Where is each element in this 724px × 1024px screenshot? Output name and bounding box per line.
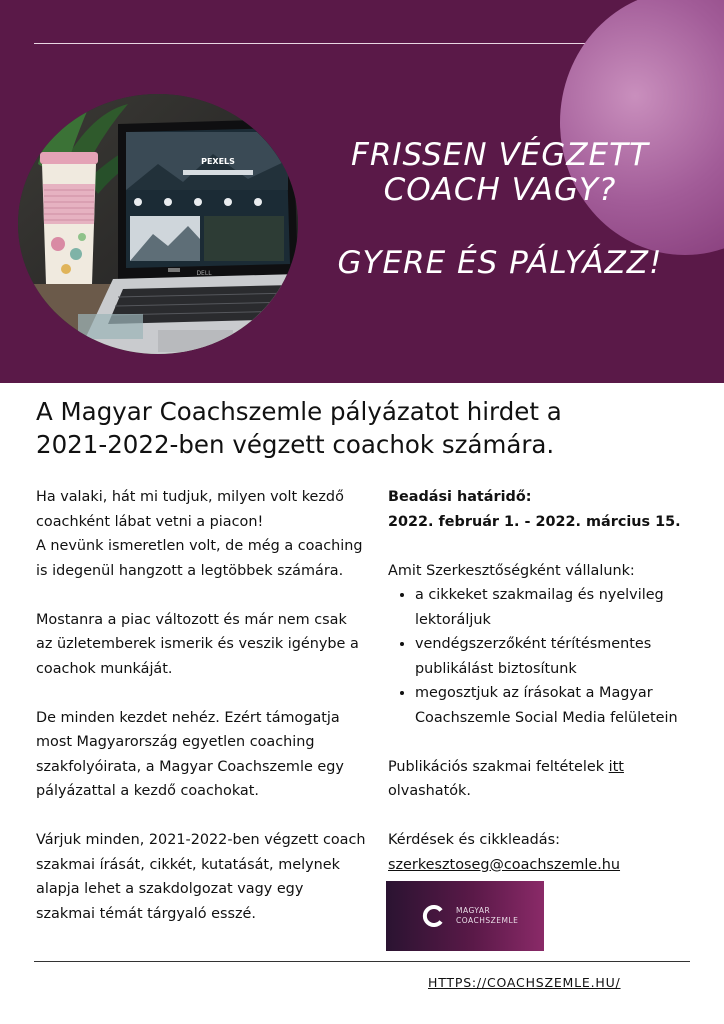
commitments-intro: Amit Szerkesztőségként vállalunk: [388, 562, 635, 579]
logo-wordmark [456, 906, 518, 926]
terms-link[interactable]: itt [608, 758, 624, 775]
intro-paragraph-4: Várjuk minden, 2021-2022-ben végzett coach szakmai írását, cikkét, kutatását, melynek alapja lehet a szakdolgozat vagy egy szakmai témát tárgyaló esszé. [36, 832, 366, 922]
list-item: • megosztjuk az írásokat a Magyar Coachszemle Social Media felületein [415, 681, 708, 730]
dell-logo: DELL [196, 270, 212, 277]
terms-prefix: Publikációs szakmai feltételek [388, 758, 609, 775]
contact-email-link[interactable]: szerkesztoseg@coachszemle.hu [388, 856, 621, 873]
coachszemle-logo [386, 881, 544, 951]
hero-line-1: FRISSEN VÉGZETT [351, 137, 649, 173]
intro-paragraph-2: Mostanra a piac változott és már nem csak az üzletemberek ismerik és veszik igénybe a coachok munkáját. [36, 611, 359, 677]
logo-line-1: MAGYAR [456, 906, 491, 915]
pexels-text: PEXELS [201, 157, 235, 166]
coffee-cup [40, 152, 98, 284]
details-column [388, 485, 708, 877]
terms-suffix: olvashatók. [388, 783, 471, 799]
intro-sentence-1: Ha valaki, hát mi tudjuk, milyen volt kezdő coachként lábat vetni a piacon! [36, 489, 344, 530]
website-link[interactable]: HTTPS://COACHSZEMLE.HU/ [428, 975, 621, 990]
contact-label: Kérdések és cikkleadás: [388, 832, 560, 848]
page-title [36, 395, 696, 461]
deadline-label: Beadási határidő: [388, 489, 532, 505]
commitments-list [388, 583, 708, 730]
c-logo-icon [422, 904, 446, 928]
intro-paragraph-1 [36, 485, 366, 583]
hero-line-2: COACH VAGY? [383, 172, 617, 208]
deadline-dates: 2022. február 1. - 2022. március 15. [388, 513, 681, 530]
list-item: • vendégszerzőként térítésmentes publikálást biztosítunk [415, 632, 708, 681]
terms-text [388, 755, 708, 780]
hero-call-to-action: GYERE ÉS PÁLYÁZZ! [337, 245, 663, 281]
intro-paragraph-3: De minden kezdet nehéz. Ezért támogatja most Magyarország egyetlen coaching szakfolyóirata, a Magyar Coachszemle egy pályázattal a kezdő coachokat. [36, 709, 344, 799]
hero-headline [300, 138, 700, 208]
list-item: • a cikkeket szakmailag és nyelvileg lektoráljuk [415, 583, 708, 632]
bottom-divider [34, 961, 690, 962]
hero-banner [0, 0, 724, 383]
decorative-circle [560, 0, 724, 255]
intro-sentence-2: A nevünk ismeretlen volt, de még a coaching is idegenül hangzott a legtöbbek számára. [36, 538, 363, 579]
title-line-2: 2021-2022-ben végzett coachok számára. [36, 430, 555, 459]
intro-column [36, 485, 366, 951]
title-line-1: A Magyar Coachszemle pályázatot hirdet a [36, 397, 562, 426]
laptop-photo [18, 94, 298, 354]
logo-line-2: COACHSZEMLE [456, 916, 519, 925]
